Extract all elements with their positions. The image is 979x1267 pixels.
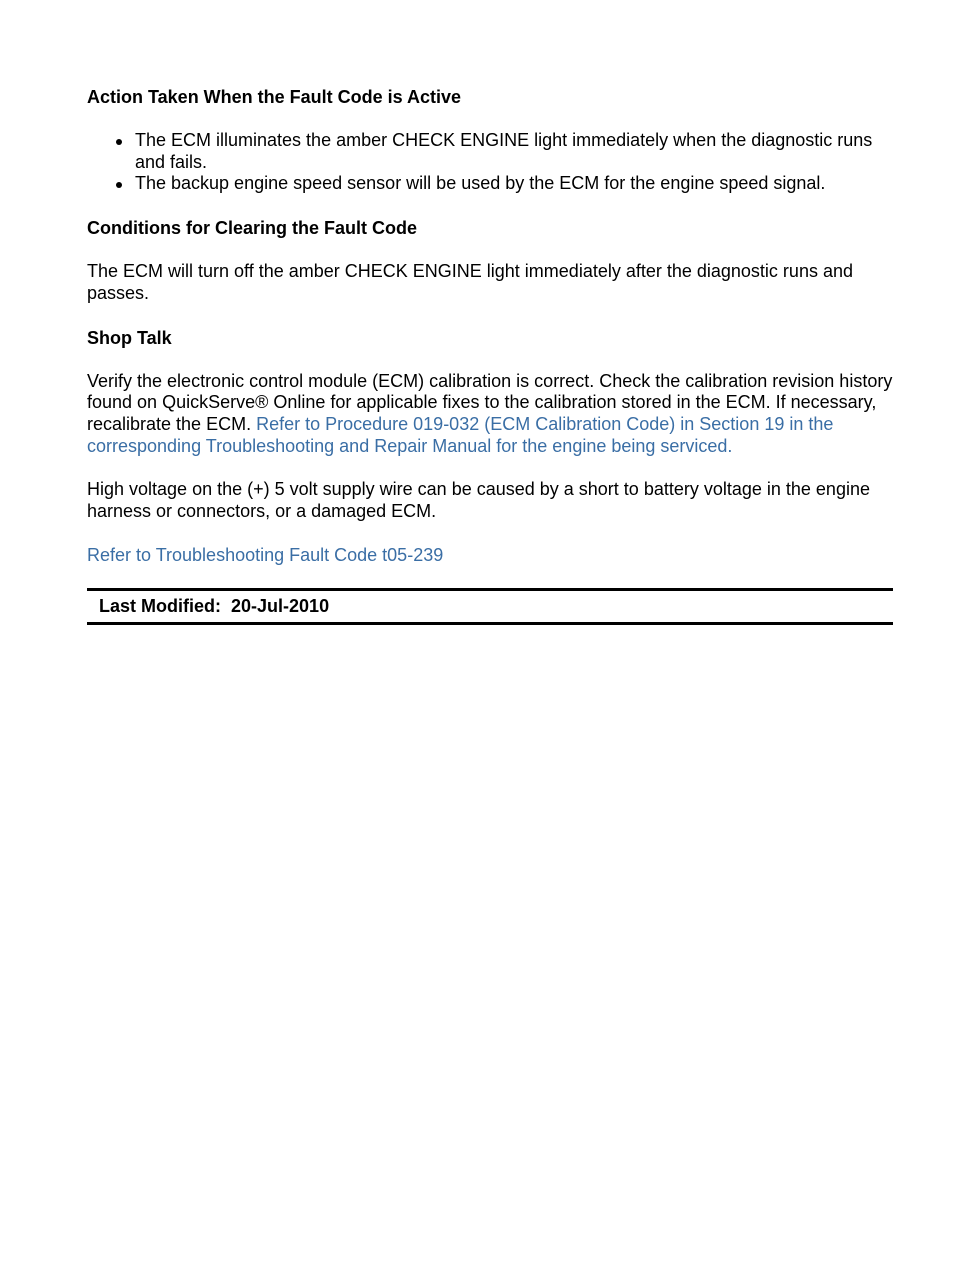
action-heading: Action Taken When the Fault Code is Active bbox=[87, 87, 462, 107]
last-modified-label: Last Modified: bbox=[99, 596, 221, 617]
fault-code-t05-239-link[interactable]: Refer to Troubleshooting Fault Code t05-239 bbox=[87, 544, 444, 565]
shop-talk-paragraph-2: High voltage on the (+) 5 volt supply wire can be caused by a short to battery voltage in the engine harness or connectors, or a damaged ECM. bbox=[87, 479, 870, 522]
clearing-body: The ECM will turn off the amber CHECK ENGINE light immediately after the diagnostic runs and passes. bbox=[87, 261, 853, 303]
last-modified-date: 20-Jul-2010 bbox=[231, 596, 330, 617]
document-page bbox=[87, 86, 893, 625]
action-bullet-1: The ECM illuminates the amber CHECK ENGINE light immediately when the diagnostic runs and fails. bbox=[135, 130, 893, 173]
action-bullet-list bbox=[87, 130, 893, 195]
shop-talk-paragraph-1 bbox=[87, 371, 893, 458]
last-modified-bar bbox=[87, 588, 893, 625]
clearing-heading: Conditions for Clearing the Fault Code bbox=[87, 218, 417, 239]
procedure-019-032-link[interactable]: Refer to Procedure 019-032 (ECM Calibration Code) in Section 19 in the corresponding Troubleshooting and Repair Manual for the engine being serviced. bbox=[87, 413, 834, 456]
fault-code-reference bbox=[87, 545, 893, 567]
shop-talk-paragraph-1-text: Verify the electronic control module (ECM) calibration is correct. Check the calibration revision history found on QuickServe® Online for applicable fixes to the calibration stored in the ECM. If necessary, recalibrate the ECM. bbox=[87, 370, 893, 434]
action-bullet-2: The backup engine speed sensor will be used by the ECM for the engine speed signal. bbox=[135, 173, 893, 195]
shop-talk-heading: Shop Talk bbox=[87, 327, 172, 348]
